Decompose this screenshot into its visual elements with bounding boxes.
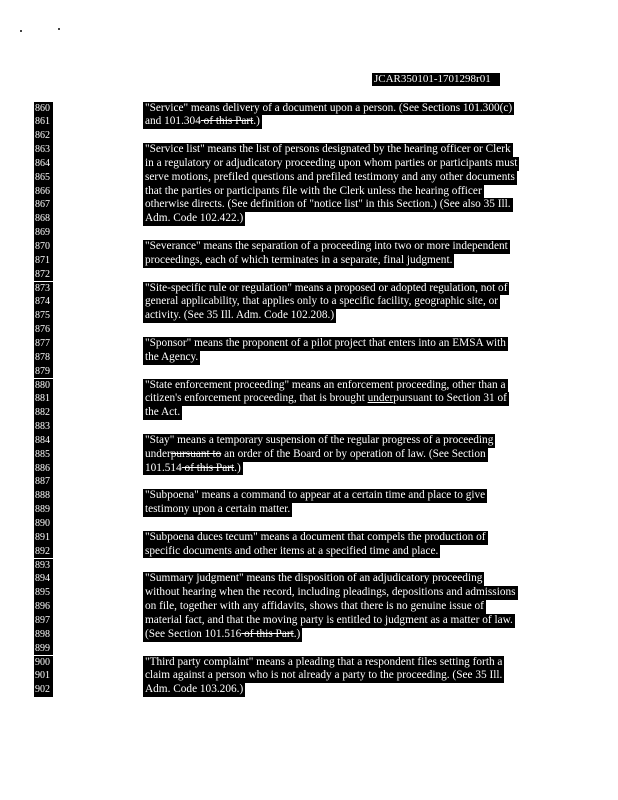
text-run: material fact, and that the moving party is entitled to judgment as a matter of law. (145, 613, 513, 626)
line-text (143, 448, 488, 462)
text-run: (See Section 101.516 (145, 627, 242, 640)
struck-text: of this Part (181, 461, 235, 474)
line-number: 897 (34, 614, 53, 628)
line-number: 901 (34, 669, 53, 683)
line-number: 860 (34, 102, 53, 116)
text-run: "Severance" means the separation of a proceeding into two or more independent (145, 240, 508, 252)
inserted-text: under (367, 392, 394, 405)
line-number: 888 (34, 489, 53, 503)
text-run: and 101.304 (145, 115, 201, 128)
line-number: 885 (34, 448, 53, 462)
line-number: 861 (34, 115, 53, 129)
line-text (143, 462, 243, 476)
text-run: .) (293, 627, 301, 640)
text-run: without hearing when the record, including pleadings, depositions and admissions (145, 586, 516, 599)
text-run: specific documents and other items at a specified time and place. (145, 544, 439, 557)
line-number: 862 (34, 129, 53, 143)
line-text (143, 240, 510, 254)
text-run: the Agency. (145, 350, 199, 363)
line-number: 892 (34, 545, 53, 559)
line-text (143, 198, 513, 212)
line-text (143, 434, 495, 448)
text-run: in a regulatory or adjudicatory proceeding upon whom parties or participants must (145, 156, 518, 169)
line-number: 900 (34, 656, 53, 670)
text-run: claim against a person who is not already a party to the proceeding. (See 35 Ill. (145, 669, 503, 682)
line-text (143, 656, 504, 670)
line-text (143, 392, 509, 406)
text-run: serve motions, prefiled questions and prefiled testimony and any other documents (145, 170, 515, 183)
line-number: 889 (34, 503, 53, 517)
line-number: 874 (34, 295, 53, 309)
line-text (143, 669, 504, 683)
text-run: "State enforcement proceeding" means an enforcement proceeding, other than a (145, 378, 506, 391)
line-text (143, 254, 454, 268)
text-run: "Subpoena duces tecum" means a document that compels the production of (145, 530, 486, 543)
line-number: 865 (34, 171, 53, 185)
line-number: 876 (34, 323, 53, 337)
line-number: 884 (34, 434, 53, 448)
struck-text: of this Part (241, 627, 294, 640)
line-number: 898 (34, 628, 53, 642)
text-run: under (145, 447, 171, 460)
struck-text: of this Part (200, 115, 254, 128)
line-text (143, 503, 292, 517)
line-text (143, 351, 200, 365)
scan-speck (20, 30, 22, 32)
line-number: 869 (34, 226, 53, 240)
line-text (143, 282, 509, 296)
line-number: 893 (34, 559, 53, 573)
line-number: 882 (34, 406, 53, 420)
line-number: 890 (34, 517, 53, 531)
text-run: pursuant to Section 31 of (393, 392, 507, 405)
line-text (143, 586, 518, 600)
line-text (143, 531, 488, 545)
text-run: .) (253, 115, 260, 128)
text-run: citizen's enforcement proceeding, that is brought (145, 392, 368, 405)
line-number: 873 (34, 282, 53, 296)
text-run: that the parties or participants file with the Clerk unless the hearing officer (145, 184, 482, 197)
text-run: on file, together with any affidavits, shows that there is no genuine issue of (145, 600, 484, 613)
line-number: 899 (34, 642, 53, 656)
text-run: the Act. (145, 406, 181, 419)
line-text (143, 171, 517, 185)
struck-text: pursuant to (170, 447, 222, 460)
line-text (143, 628, 302, 642)
text-run: Adm. Code 102.422.) (145, 212, 244, 225)
line-text (143, 683, 245, 697)
line-number: 881 (34, 392, 53, 406)
text-run: "Service list" means the list of persons designated by the hearing officer or Clerk (145, 143, 511, 156)
text-run: "Subpoena" means a command to appear at a certain time and place to give (145, 489, 486, 502)
scan-speck (58, 28, 60, 30)
line-number: 870 (34, 240, 53, 254)
line-number: 896 (34, 600, 53, 614)
line-number: 872 (34, 268, 53, 282)
text-run: 101.514 (145, 461, 182, 474)
line-text (143, 489, 487, 503)
line-number: 875 (34, 309, 53, 323)
text-run: activity. (See 35 Ill. Adm. Code 102.208.) (145, 309, 335, 322)
text-run: Adm. Code 103.206.) (145, 683, 244, 696)
line-text (143, 115, 262, 129)
line-number: 868 (34, 212, 53, 226)
text-run: testimony upon a certain matter. (145, 503, 291, 516)
line-text (143, 212, 245, 226)
text-run: "Site-specific rule or regulation" means a proposed or adopted regulation, not of (145, 281, 508, 294)
text-run: "Stay" means a temporary suspension of the regular progress of a proceeding (145, 433, 494, 446)
line-number: 891 (34, 531, 53, 545)
line-number: 877 (34, 337, 53, 351)
text-run: "Service" means delivery of a document upon a person. (See Sections 101.300(c) (145, 101, 513, 114)
line-text (143, 295, 500, 309)
line-text (143, 406, 182, 420)
line-text (143, 545, 440, 559)
text-run: an order of the Board or by operation of law. (See Section (221, 447, 486, 460)
line-text (143, 309, 336, 323)
line-number: 902 (34, 683, 53, 697)
text-run: proceedings, each of which terminates in a separate, final judgment. (145, 253, 453, 266)
text-run: otherwise directs. (See definition of "notice list" in this Section.) (See also 35 Ill. (145, 198, 511, 211)
text-run: "Summary judgment" means the disposition of an adjudicatory proceeding (145, 572, 483, 585)
line-text (143, 572, 484, 586)
document-id-header: JCAR350101-1701298r01 (372, 73, 500, 86)
text-run: general applicability, that applies only to a specific facility, geographic site, or (145, 295, 499, 308)
line-number: 867 (34, 198, 53, 212)
text-run: "Sponsor" means the proponent of a pilot project that enters into an EMSA with (145, 336, 506, 349)
line-text (143, 143, 513, 157)
line-number: 886 (34, 462, 53, 476)
line-number: 864 (34, 157, 53, 171)
line-number: 879 (34, 365, 53, 379)
text-run: .) (234, 461, 241, 474)
line-number: 883 (34, 420, 53, 434)
line-text (143, 600, 486, 614)
line-text (143, 157, 519, 171)
line-text (143, 379, 508, 393)
line-text (143, 185, 484, 199)
line-number: 895 (34, 586, 53, 600)
text-run: "Third party complaint" means a pleading that a respondent files setting forth a (145, 655, 503, 668)
line-number: 880 (34, 379, 53, 393)
line-text (143, 614, 515, 628)
line-text (143, 102, 514, 116)
line-number: 894 (34, 572, 53, 586)
line-number: 871 (34, 254, 53, 268)
line-number: 863 (34, 143, 53, 157)
line-number: 866 (34, 185, 53, 199)
line-text (143, 337, 508, 351)
line-number: 878 (34, 351, 53, 365)
line-number: 887 (34, 475, 53, 489)
